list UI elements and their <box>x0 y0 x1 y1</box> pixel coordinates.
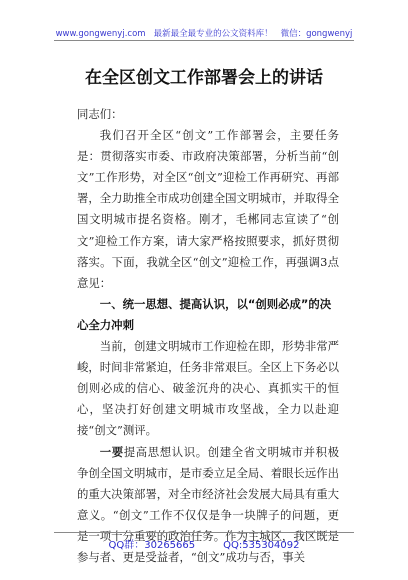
header-slogan: 最新最全最专业的公文资料库！ <box>153 29 273 39</box>
header-wechat: 微信：gongwenyj <box>280 29 353 39</box>
paragraph-2: 当前，创建文明城市工作迎检在即，形势非常严峻，时间非常紧迫，任务非常艰巨。全区上下务必以创则必成的信心、破釜沉舟的决心、真抓实干的恒心，坚决打好创建文明城市攻坚战，全力以赴迎接“创文”测评。 <box>77 339 340 438</box>
page-header <box>0 27 408 39</box>
footer-qq-group: QQ群：30265665 <box>108 540 196 551</box>
footer-qq: QQ:535304092 <box>223 540 300 551</box>
site-url: www.gongwenyj.com <box>55 29 146 39</box>
header-divider <box>54 40 354 41</box>
document-body <box>77 104 339 568</box>
paragraph-3-lead: 一要 <box>99 444 124 459</box>
section-heading-1: 一、统一思想、提高认识，以“创则必成”的决心全力冲刺 <box>77 296 332 332</box>
paragraph-1: 我们召开全区“创文”工作部署会，主要任务是：贯彻落实市委、市政府决策部署，分析当前“创文”工作形势，对全区“创文”迎检工作再研究、再部署，全力助推全市成功创建全国文明城市，并取得全国文明城市提名资格。刚才，毛郴同志宣读了“创文”迎检工作方案，请大家严格按照要求，抓好贯彻落实。下面，我就全区“创文”迎检工作，再强调3点意见： <box>77 128 339 290</box>
document-title: 在全区创文工作部署会上的讲话 <box>85 68 323 88</box>
page-footer <box>0 536 408 551</box>
salutation: 同志们： <box>77 107 123 121</box>
footer-divider <box>54 532 354 533</box>
paragraph-3-text: 提高思想认识。创建全省文明城市并积极争创全国文明城市，是市委立足全局、着眼长远作出的重大决策部署，对全市经济社会发展大局具有重大意义。“创文”工作不仅仅是争一块牌子的问题，更是一项十分重要的政治任务。作为主城区，我区既是参与者、更是受益者，“创文”成功与否，事关 <box>77 444 339 564</box>
